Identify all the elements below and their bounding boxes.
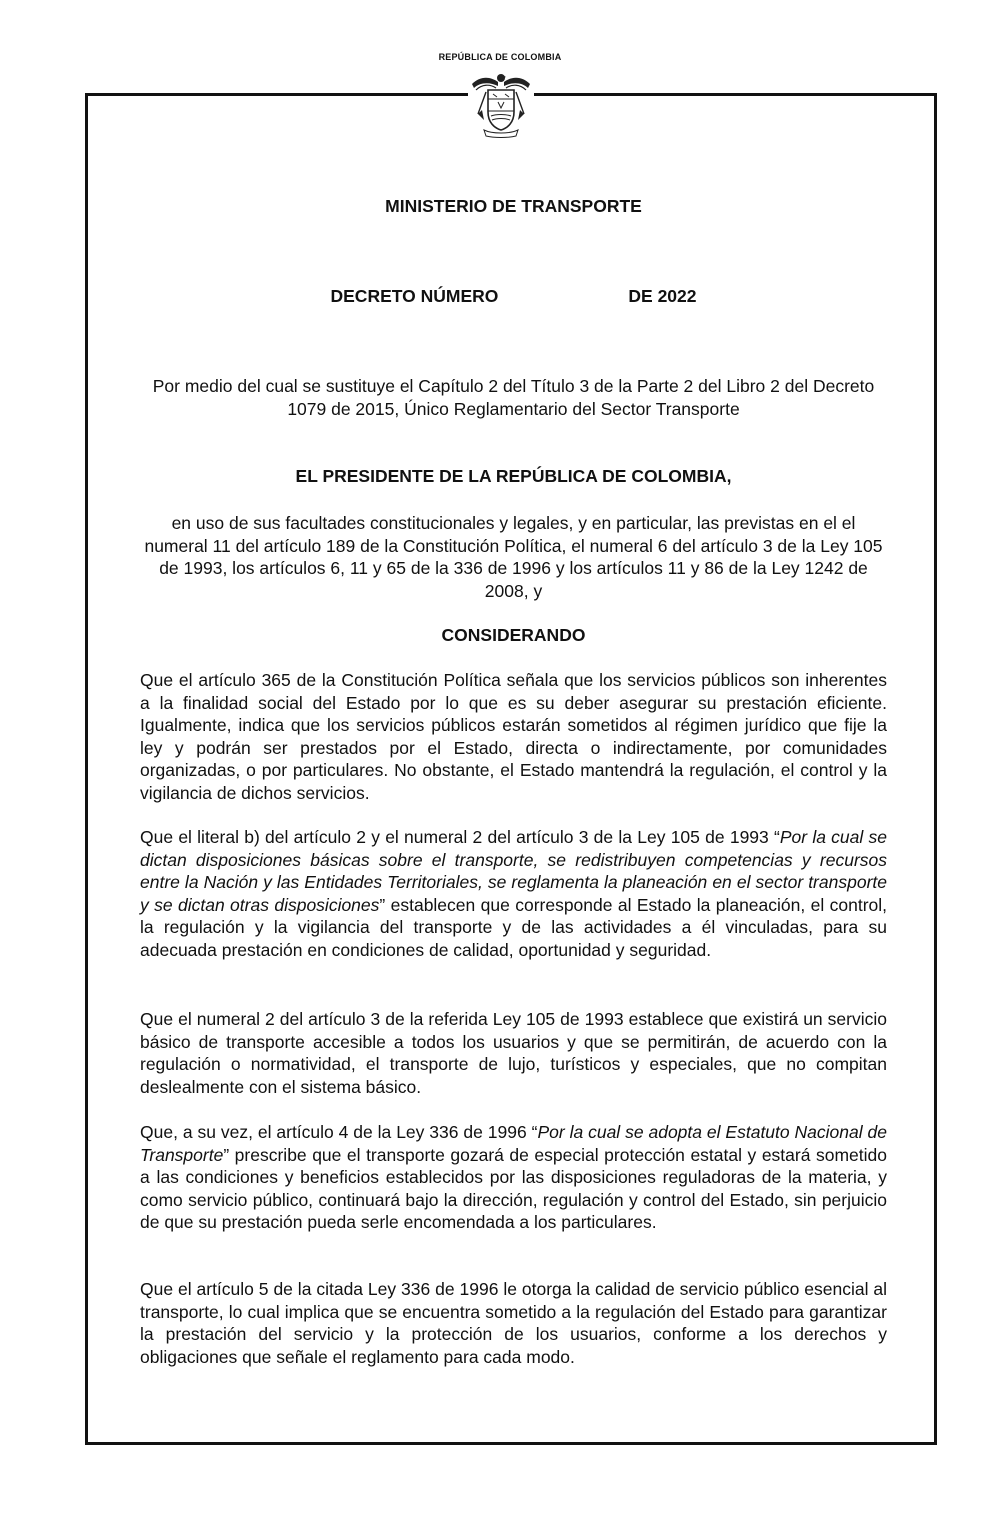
decree-subject: Por medio del cual se sustituye el Capítulo 2 del Título 3 de la Parte 2 del Libro 2 del Decreto 1079 de 2015, Único Reglamentario del Sector Transporte [152,376,875,419]
paragraph-2-text-end: ” establecen que corresponde al Estado la planeación, el control, la regulación y la vigilancia del transporte y de las actividades a él vinculadas, para su adecuada prestación en condiciones de calidad, oportunidad y seguridad. [140,894,887,960]
considerando-heading: CONSIDERANDO [441,625,586,645]
coat-of-arms-icon [468,70,534,138]
decree-year-label: DE 2022 [628,286,697,306]
legal-powers-text: en uso de sus facultades constitucionales y legales, y en particular, las previstas en el el numeral 11 del artículo 189 de la Constitución Política, el numeral 6 del artículo 3 de la Ley 105 de 1993, los artículos 6, 11 y 65 de la 336 de 1996 y los artículos 11 y 86 de la Ley 1242 de 2008, y [144,513,883,601]
paragraph-4-law-title: Por la cual se adopta el Estatuto Nacional de Transporte [140,1122,888,1165]
paragraph-4-text-end: ” prescribe que el transporte gozará de especial protección estatal y estará sometido a las condiciones y beneficios establecidos por las disposiciones reguladoras de la materia, y como servicio público, continuará bajo la dirección, regulación y control del Estado, sin perjuicio de que su prestación pueda serle encomendada a los particulares. [140,1144,887,1232]
considerando-paragraph-3: Que el numeral 2 del artículo 3 de la referida Ley 105 de 1993 establece que existirá un servicio básico de transporte accesible a todos los usuarios y que se permitirán, de acuerdo con la regulación o normatividad, el transporte de lujo, turísticos y especiales, que no compitan deslealmente con el sistema básico. [140,1009,887,1097]
president-heading: EL PRESIDENTE DE LA REPÚBLICA DE COLOMBIA, [295,466,732,486]
paragraph-2-text-start: Que el literal b) del artículo 2 y el numeral 2 del artículo 3 de la Ley 105 de 1993 “ [140,827,780,847]
considerando-paragraph-1: Que el artículo 365 de la Constitución Política señala que los servicios públicos son inherentes a la finalidad social del Estado por lo que es su deber asegurar su prestación eficiente. Igualmente, indica que los servicios públicos estarán sometidos al régimen jurídico que fije la ley y podrán ser prestados por el Estado, directa o indirectamente, por comunidades organizadas, o por particulares. No obstante, el Estado mantendrá la regulación, el control y la vigilancia de dichos servicios. [140,670,887,803]
republic-header: REPÚBLICA DE COLOMBIA [438,52,562,62]
decree-number-label: DECRETO NÚMERO [330,286,499,306]
ministry-title: MINISTERIO DE TRANSPORTE [385,196,642,216]
paragraph-2-law-title: Por la cual se dictan disposiciones básicas sobre el transporte, se redistribuyen competencias y recursos entre la Nación y las Entidades Territoriales, se reglamenta la planeación en el sector transporte y se dictan otras disposiciones [140,827,887,915]
considerando-paragraph-5: Que el artículo 5 de la citada Ley 336 de 1996 le otorga la calidad de servicio público esencial al transporte, lo cual implica que se encuentra sometido a la regulación del Estado para garantizar la prestación del servicio y la protección de los usuarios, conforme a los derechos y obligaciones que señale el reglamento para cada modo. [140,1279,887,1367]
considerando-paragraph-4 [140,1121,887,1234]
paragraph-4-text-start: Que, a su vez, el artículo 4 de la Ley 336 de 1996 “ [140,1122,538,1142]
decree-heading [140,286,887,307]
considerando-paragraph-2 [140,826,887,961]
